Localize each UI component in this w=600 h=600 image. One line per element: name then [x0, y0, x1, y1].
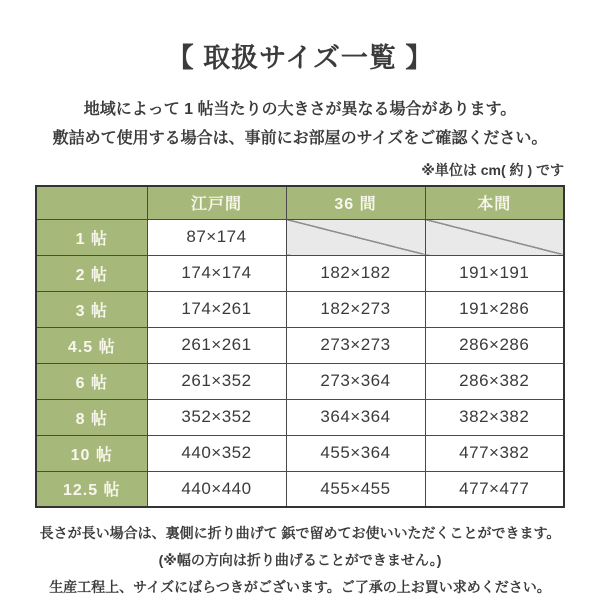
size-cell: 191×286 [425, 291, 564, 327]
table-row [36, 327, 564, 363]
size-cell: 364×364 [286, 399, 425, 435]
row-label: 6 帖 [36, 363, 147, 399]
row-label: 12.5 帖 [36, 471, 147, 507]
size-cell: 455×364 [286, 435, 425, 471]
size-cell: 382×382 [425, 399, 564, 435]
size-cell: 182×182 [286, 255, 425, 291]
size-cell: 352×352 [147, 399, 286, 435]
size-cell: 87×174 [147, 219, 286, 255]
footer-line-3: 生産工程上、サイズにばらつきがございます。ご了承の上お買い求めください。 [49, 579, 551, 595]
column-header-36ken: 36 間 [286, 186, 425, 219]
size-cell: 174×174 [147, 255, 286, 291]
size-cell: 273×273 [286, 327, 425, 363]
size-cell: 191×191 [425, 255, 564, 291]
row-label: 4.5 帖 [36, 327, 147, 363]
footer-line-2: (※幅の方向は折り曲げることができません。) [158, 552, 442, 568]
row-label: 8 帖 [36, 399, 147, 435]
table-row [36, 399, 564, 435]
size-cell: 286×382 [425, 363, 564, 399]
row-label: 1 帖 [36, 219, 147, 255]
size-cell: 286×286 [425, 327, 564, 363]
table-row [36, 435, 564, 471]
row-label: 10 帖 [36, 435, 147, 471]
intro-text [0, 95, 600, 153]
size-cell: 455×455 [286, 471, 425, 507]
header-row [36, 186, 564, 219]
table-row [36, 255, 564, 291]
size-cell: 261×352 [147, 363, 286, 399]
table-row [36, 363, 564, 399]
size-cell: 440×440 [147, 471, 286, 507]
table-row [36, 471, 564, 507]
footer-line-1: 長さが長い場合は、裏側に折り曲げて 鋲で留めてお使いいただくことができます。 [39, 525, 561, 541]
size-cell: 440×352 [147, 435, 286, 471]
intro-line-1: 地域によって 1 帖当たりの大きさが異なる場合があります。 [83, 101, 517, 118]
column-header-empty [36, 186, 147, 219]
unavailable-cell [425, 219, 564, 255]
size-cell: 261×261 [147, 327, 286, 363]
size-cell: 174×261 [147, 291, 286, 327]
table-row [36, 291, 564, 327]
column-header-honma: 本間 [425, 186, 564, 219]
row-label: 2 帖 [36, 255, 147, 291]
size-cell: 477×382 [425, 435, 564, 471]
unavailable-cell [286, 219, 425, 255]
size-table [35, 185, 565, 508]
table-row [36, 219, 564, 255]
row-label: 3 帖 [36, 291, 147, 327]
column-header-edoma: 江戸間 [147, 186, 286, 219]
size-cell: 182×273 [286, 291, 425, 327]
page-title: 【 取扱サイズ一覧 】 [166, 43, 434, 73]
unit-note: ※単位は cm( 約 ) です [421, 162, 564, 178]
footer-notes [0, 520, 600, 600]
size-cell: 477×477 [425, 471, 564, 507]
intro-line-2: 敷詰めて使用する場合は、事前にお部屋のサイズをご確認ください。 [52, 130, 548, 147]
size-cell: 273×364 [286, 363, 425, 399]
